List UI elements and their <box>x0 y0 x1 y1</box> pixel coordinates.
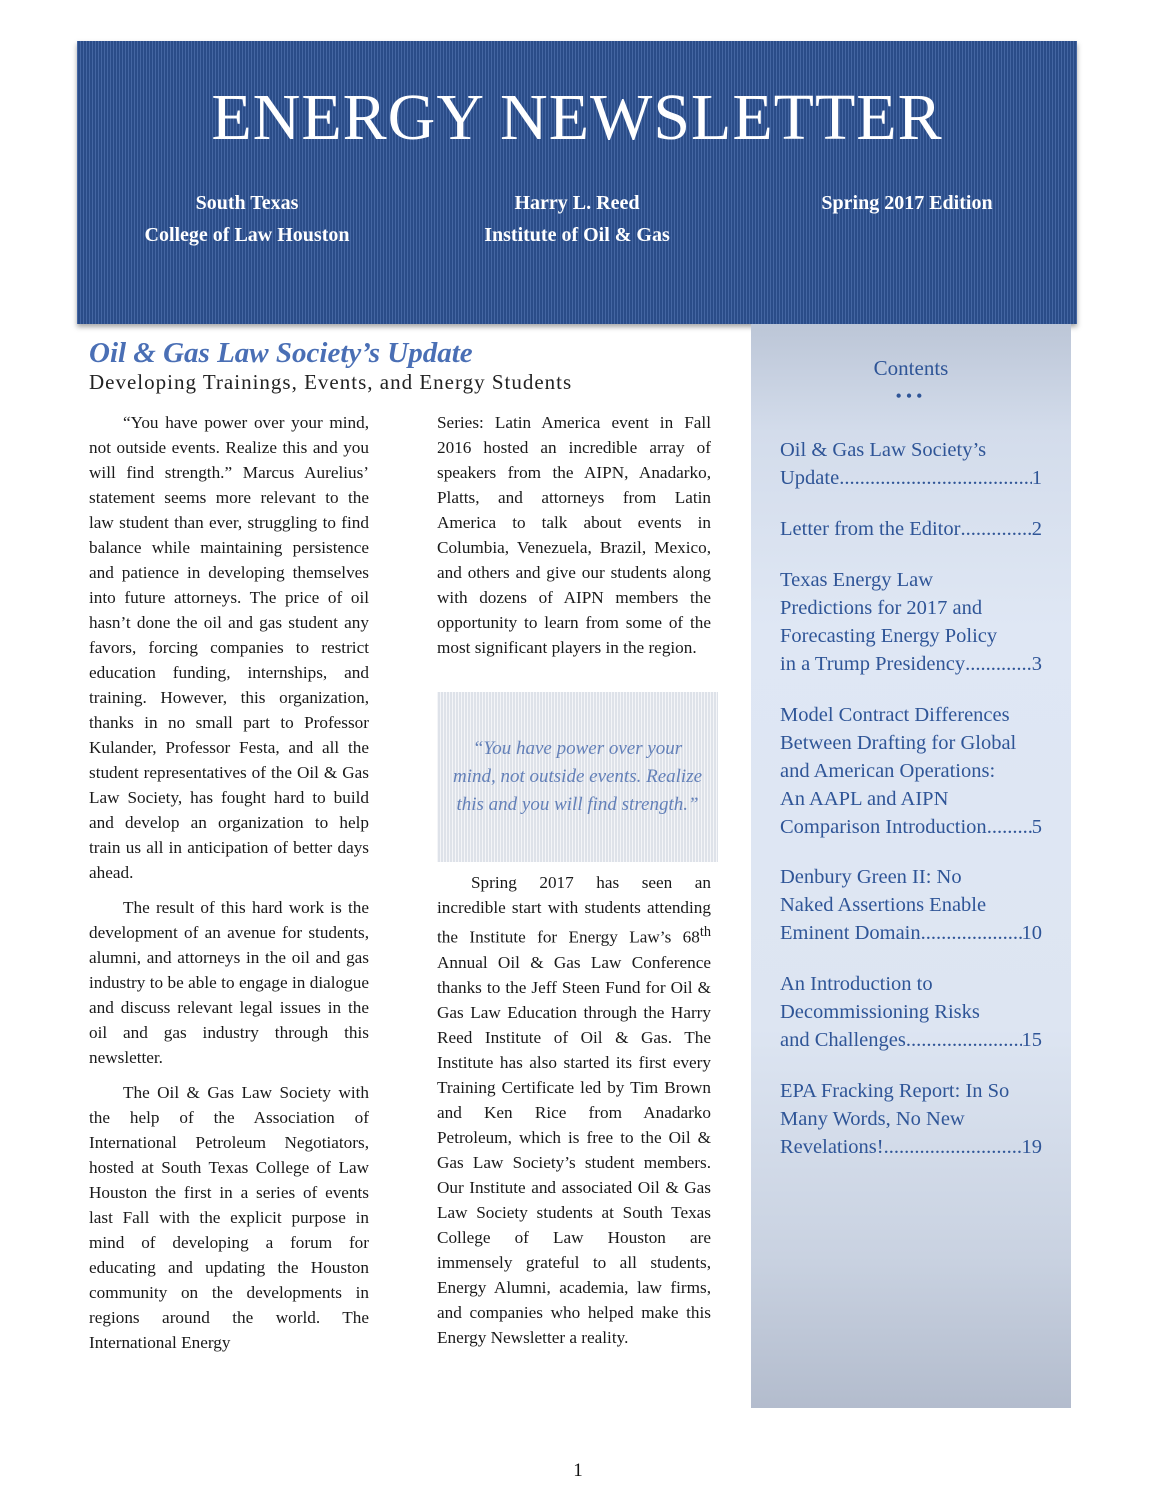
toc-entry-texas-energy-law[interactable] <box>780 566 1042 678</box>
toc-page-number: 5 <box>1031 816 1042 838</box>
toc-line: Between Drafting for Global <box>780 732 1017 754</box>
article-paragraph: “You have power over your mind, not outside events. Realize this and you will find strength.” Marcus Aurelius’ statement seems more relevant to the law student than ever, struggling to find balance while maintaining persistence and patience in developing themselves into future attorneys. The price of oil hasn’t done the oil and gas student any favors, forcing companies to restrict education funding, internships, and training. However, this organization, thanks in no small part to Professor Kulander, Professor Festa, and all the student representatives of the Oil & Gas Law Society, has fought hard to build and develop an organization to help train us all in anticipation of better days ahead. <box>89 413 369 882</box>
toc-last-line <box>780 1026 1042 1054</box>
toc-line: Predictions for 2017 and <box>780 597 983 619</box>
school-name-line2: College of Law Houston <box>144 224 350 246</box>
toc-entry-denbury-green[interactable] <box>780 863 1042 947</box>
toc-entry-decommissioning[interactable] <box>780 970 1042 1054</box>
toc-entry-model-contract[interactable] <box>780 701 1042 841</box>
toc-page-number: 3 <box>1031 653 1042 675</box>
article-paragraph: Series: Latin America event in Fall 2016 hosted an incredible array of speakers from the AIPN, Anadarko, Platts, and attorneys from Latin America to talk about events in Columbia, Venezuela, Brazil, Mexico, and others and give our students along with dozens of AIPN members the opportunity to learn from some of the most significant players in the region. <box>437 413 711 657</box>
toc-entry-letter-from-editor[interactable] <box>780 515 1042 543</box>
toc-page-number: 19 <box>1021 1136 1042 1158</box>
toc-title: in a Trump Presidency <box>780 653 966 675</box>
toc-line: Naked Assertions Enable <box>780 894 987 916</box>
pull-quote-text: “You have power over your mind, not outside events. Realize this and you will find strength.” <box>452 738 703 815</box>
toc-page-number: 2 <box>1031 518 1042 540</box>
page-number: 1 <box>573 1460 583 1481</box>
toc-title: Revelations! <box>780 1136 884 1158</box>
toc-leader <box>965 650 1032 678</box>
article-paragraph <box>437 870 711 1350</box>
school-name-line1: South Texas <box>195 192 299 214</box>
toc-line: Model Contract Differences <box>780 704 1010 726</box>
masthead-banner <box>77 41 1077 324</box>
toc-line: Forecasting Energy Policy <box>780 625 998 647</box>
toc-title: and Challenges <box>780 1029 906 1051</box>
toc-last-line <box>780 1133 1042 1161</box>
toc-line: An Introduction to <box>780 973 933 995</box>
newsletter-title: ENERGY NEWSLETTER <box>211 81 943 154</box>
toc-line: Decommissioning Risks <box>780 1001 980 1023</box>
toc-leader <box>987 813 1032 841</box>
article-paragraph: The result of this hard work is the development of an avenue for students, alumni, and attorneys in the oil and gas industry to be able to engage in dialogue and discuss relevant legal issues in the oil and gas industry through this newsletter. <box>89 898 369 1067</box>
contents-heading: Contents <box>873 356 949 380</box>
toc-last-line <box>780 464 1042 492</box>
contents-ornament: ••• <box>895 386 927 406</box>
institute-name <box>427 187 727 251</box>
toc-leader <box>884 1133 1022 1161</box>
article-subheadline: Developing Trainings, Events, and Energy Students <box>89 370 573 394</box>
toc-title: Update <box>780 467 840 489</box>
toc-leader <box>960 515 1031 543</box>
edition-label <box>757 187 1057 219</box>
toc-title: Eminent Domain <box>780 922 921 944</box>
ordinal-suffix: th <box>699 924 711 940</box>
article-headline: Oil & Gas Law Society’s Update <box>89 337 473 369</box>
paragraph-part: Spring 2017 has seen an incredible start with students attending the Institute for Energy Law’s 68 <box>437 873 711 947</box>
pull-quote-box <box>437 692 718 862</box>
toc-title: Letter from the Editor <box>780 518 961 540</box>
institute-name-line1: Harry L. Reed <box>514 192 640 214</box>
article-column-right-top <box>437 410 711 670</box>
toc-line: Texas Energy Law <box>780 569 934 591</box>
toc-last-line <box>780 813 1042 841</box>
toc-line: Denbury Green II: No <box>780 866 962 888</box>
toc-leader <box>921 919 1022 947</box>
toc-line: Oil & Gas Law Society’s <box>780 439 987 461</box>
toc-line: An AAPL and AIPN <box>780 788 949 810</box>
toc-last-line <box>780 650 1042 678</box>
toc-page-number: 1 <box>1031 467 1042 489</box>
article-paragraph: The Oil & Gas Law Society with the help of the Association of International Petroleum Negotiators, hosted at South Texas College of Law Houston the first in a series of events last Fall with the explicit purpose in mind of developing a forum for educating and updating the Houston community on the developments in regions around the world. The International Energy <box>89 1083 369 1352</box>
toc-page-number: 10 <box>1021 922 1042 944</box>
toc-leader <box>839 464 1032 492</box>
edition-line1: Spring 2017 Edition <box>821 192 993 214</box>
institute-name-line2: Institute of Oil & Gas <box>484 224 670 246</box>
article-column-left <box>89 410 369 1365</box>
school-name <box>97 187 397 251</box>
toc-line: Many Words, No New <box>780 1108 965 1130</box>
contents-sidebar <box>751 324 1071 1408</box>
toc-line: and American Operations: <box>780 760 996 782</box>
toc-last-line <box>780 919 1042 947</box>
toc-last-line <box>780 515 1042 543</box>
toc-leader <box>906 1026 1022 1054</box>
article-column-right-bottom <box>437 870 711 1360</box>
toc-entry-epa-fracking[interactable] <box>780 1077 1042 1161</box>
toc-line: EPA Fracking Report: In So <box>780 1080 1010 1102</box>
paragraph-part: Annual Oil & Gas Law Conference thanks to the Jeff Steen Fund for Oil & Gas Law Education through the Harry Reed Institute of Oil & Gas. The Institute has also started its first every Training Certificate led by Tim Brown and Ken Rice from Anadarko Petroleum, which is free to the Oil & Gas Law Society’s student members. Our Institute and associated Oil & Gas Law Society students at South Texas College of Law Houston are immensely grateful to all students, Energy Alumni, academia, law firms, and companies who helped make this Energy Newsletter a reality. <box>437 952 711 1347</box>
toc-page-number: 15 <box>1021 1029 1042 1051</box>
toc-entry-society-update[interactable] <box>780 436 1042 492</box>
toc-title: Comparison Introduction <box>780 816 987 838</box>
